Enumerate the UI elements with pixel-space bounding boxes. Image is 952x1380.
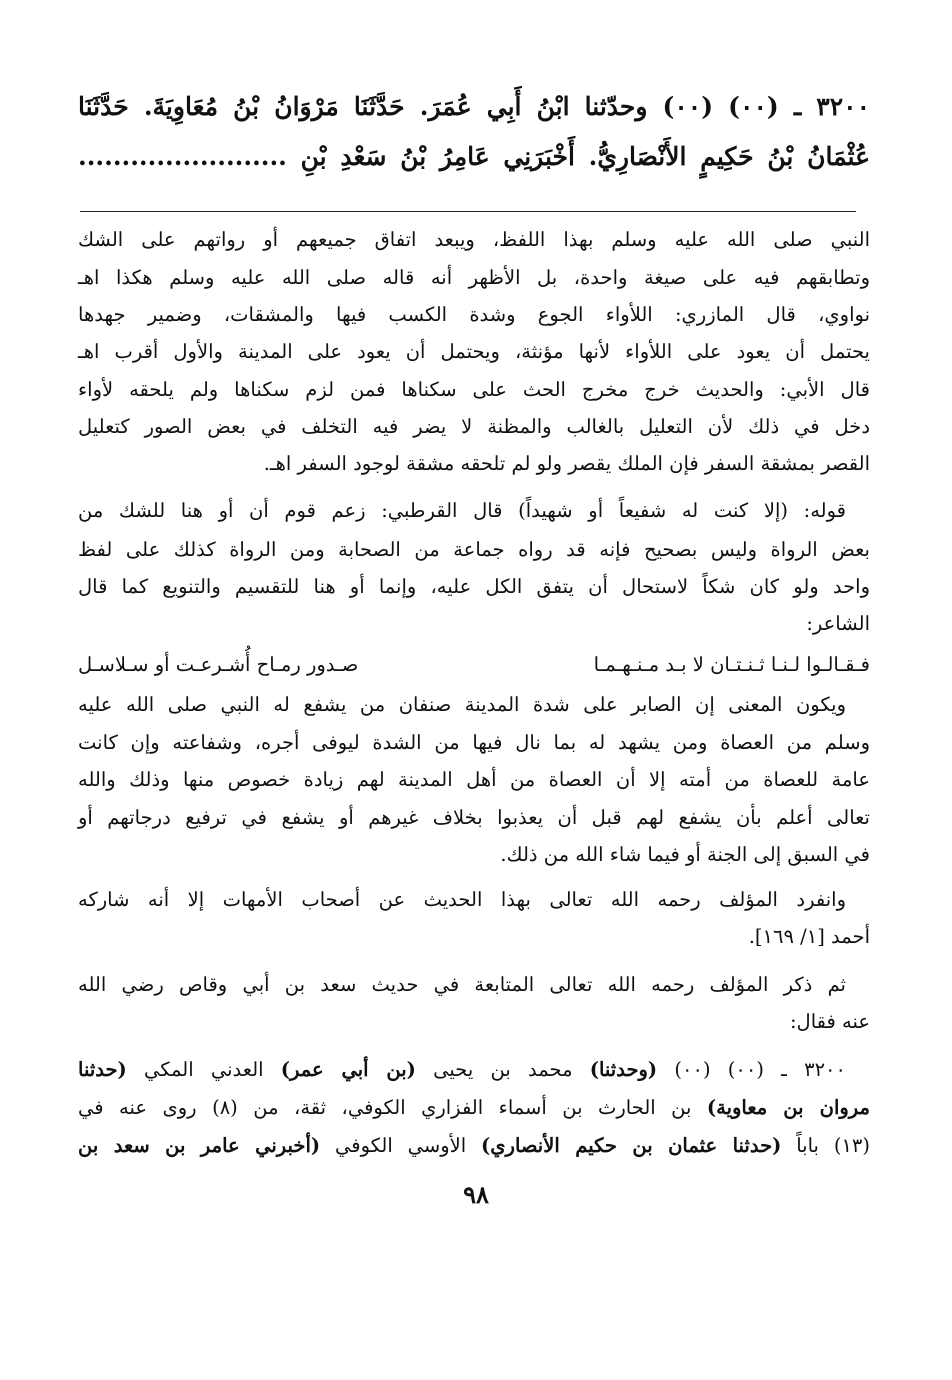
isnad-text: بن الحارث بن أسماء الفزاري الكوفي، ثقة، من (٨) روى عنه في: [78, 1096, 707, 1119]
narrator-name: (بن أبي عمر): [280, 1058, 416, 1081]
commentary-line: عنه فقال:: [789, 1010, 870, 1033]
commentary-line: عامة للعصاة من أمته إلا أن العصاة من أهل المدينة لهم زيادة خصوص منها وذلك والله: [78, 768, 870, 791]
commentary-line: وتطابقهم فيه على صيغة واحدة، بل الأظهر أنه قاله صلى الله عليه وسلم هكذا اهـ: [78, 266, 870, 289]
isnad-text: (١٣) باباً: [781, 1134, 870, 1157]
commentary-line: قال الأبي: والحديث خرج مخرج الحث على سكناها فمن لزم سكناها ولم يلحقه لأواء: [78, 378, 870, 401]
commentary-line: وانفرد المؤلف رحمه الله تعالى بهذا الحديث عن أصحاب الأمهات إلا أنه شاركه: [78, 888, 846, 911]
commentary-line: الشاعر:: [806, 612, 870, 635]
isnad-text: الأوسي الكوفي: [320, 1134, 482, 1157]
commentary-line: دخل في ذلك لأن التعليل بالغالب والمظنة لا يضر فيه التخلف في بعض الصور كتعليل: [78, 415, 870, 438]
narrator-name: (حدثنا عثمان بن حكيم الأنصاري): [481, 1134, 782, 1157]
commentary-line: في السبق إلى الجنة أو فيما شاء الله من ذلك.: [500, 843, 870, 866]
narrator-name: (حدثنا: [78, 1058, 127, 1081]
hadith-line: ٣٢٠٠ ـ (٠٠) (٠٠) وحدّثنا ابْنُ أَبِي عُمَرَ. حَدَّثَنَا مَرْوَانُ بْنُ مُعَاوِيَةَ. حَدَّثَنَا: [78, 92, 870, 121]
commentary-line: النبي صلى الله عليه وسلم بهذا اللفظ، ويبعد اتفاق جميعهم أو رواتهم على الشك: [78, 228, 870, 251]
commentary-line: واحد ولو كان شكاً لاستحال أن يتفق الكل عليه، وإنما أو هنا للتقسيم والتنويع كما قال: [78, 575, 870, 598]
isnad-text: العدني المكي: [126, 1058, 281, 1081]
commentary-line: ثم ذكر المؤلف رحمه الله تعالى المتابعة في حديث سعد بن أبي وقاص رضي الله: [78, 973, 846, 996]
commentary-line: تعالى أعلم بأن يشفع لهم قبل أن يعذبوا بخلاف غيرهم أو يشفع في ترفيع درجاتهم أو: [78, 806, 870, 829]
commentary-line: بعض الرواة وليس بصحيح فإنه قد رواه جماعة من الصحابة ومن الرواة كذلك على لفظ: [78, 538, 870, 561]
hadith-line: عُثْمَانُ بْنُ حَكِيمٍ الأَنْصَارِيُّ. أَخْبَرَنِي عَامِرُ بْنُ سَعْدِ بْنِ ........................: [78, 142, 870, 171]
isnad-line: [78, 1096, 870, 1119]
narrator-name: (أخبرني عامر بن سعد بن: [78, 1134, 321, 1157]
isnad-text: ٣٢٠٠ ـ (٠٠) (٠٠): [657, 1058, 846, 1081]
isnad-line: [78, 1134, 870, 1157]
narrator-name: مروان بن معاوية): [706, 1096, 870, 1119]
commentary-line: أحمد [١/ ١٦٩].: [748, 925, 870, 948]
verse-first-hemistich: فـقـالـوا لـنـا ثـنـتـان لا بـد مـنـهـمـا: [593, 653, 870, 676]
commentary-line: القصر بمشقة السفر فإن الملك يقصر ولو لم تلحقه مشقة لوجود السفر اهـ.: [263, 452, 870, 475]
isnad-text: محمد بن يحيى: [415, 1058, 590, 1081]
commentary-line: نواوي، قال المازري: اللأواء الجوع وشدة الكسب فيها والمشقات، وضمير جهدها: [78, 303, 870, 326]
commentary-text: [78, 0, 870, 1300]
commentary-line: وسلم من العصاة ومن يشهد له بما نال فيها من الشدة ليوفى أجره، وشفاعته وإن كانت: [78, 731, 870, 754]
commentary-line: قوله: (إلا كنت له شفيعاً أو شهيداً) قال القرطبي: زعم قوم أن أو هنا للشك من: [78, 499, 846, 522]
page-number: ٩٨: [463, 1180, 489, 1209]
commentary-line: يحتمل أن يعود على اللأواء لأنها مؤنثة، ويحتمل أن يعود على المدينة والأول أقرب اهـ: [78, 340, 870, 363]
isnad-line: [78, 1058, 870, 1081]
narrator-name: (وحدثنا): [589, 1058, 658, 1081]
verse-second-hemistich: صـدور رمـاح أُشـرعـت أو سـلاسـل: [78, 653, 359, 676]
commentary-line: ويكون المعنى إن الصابر على شدة المدينة صنفان من يشفع له النبي صلى الله عليه: [78, 693, 846, 716]
